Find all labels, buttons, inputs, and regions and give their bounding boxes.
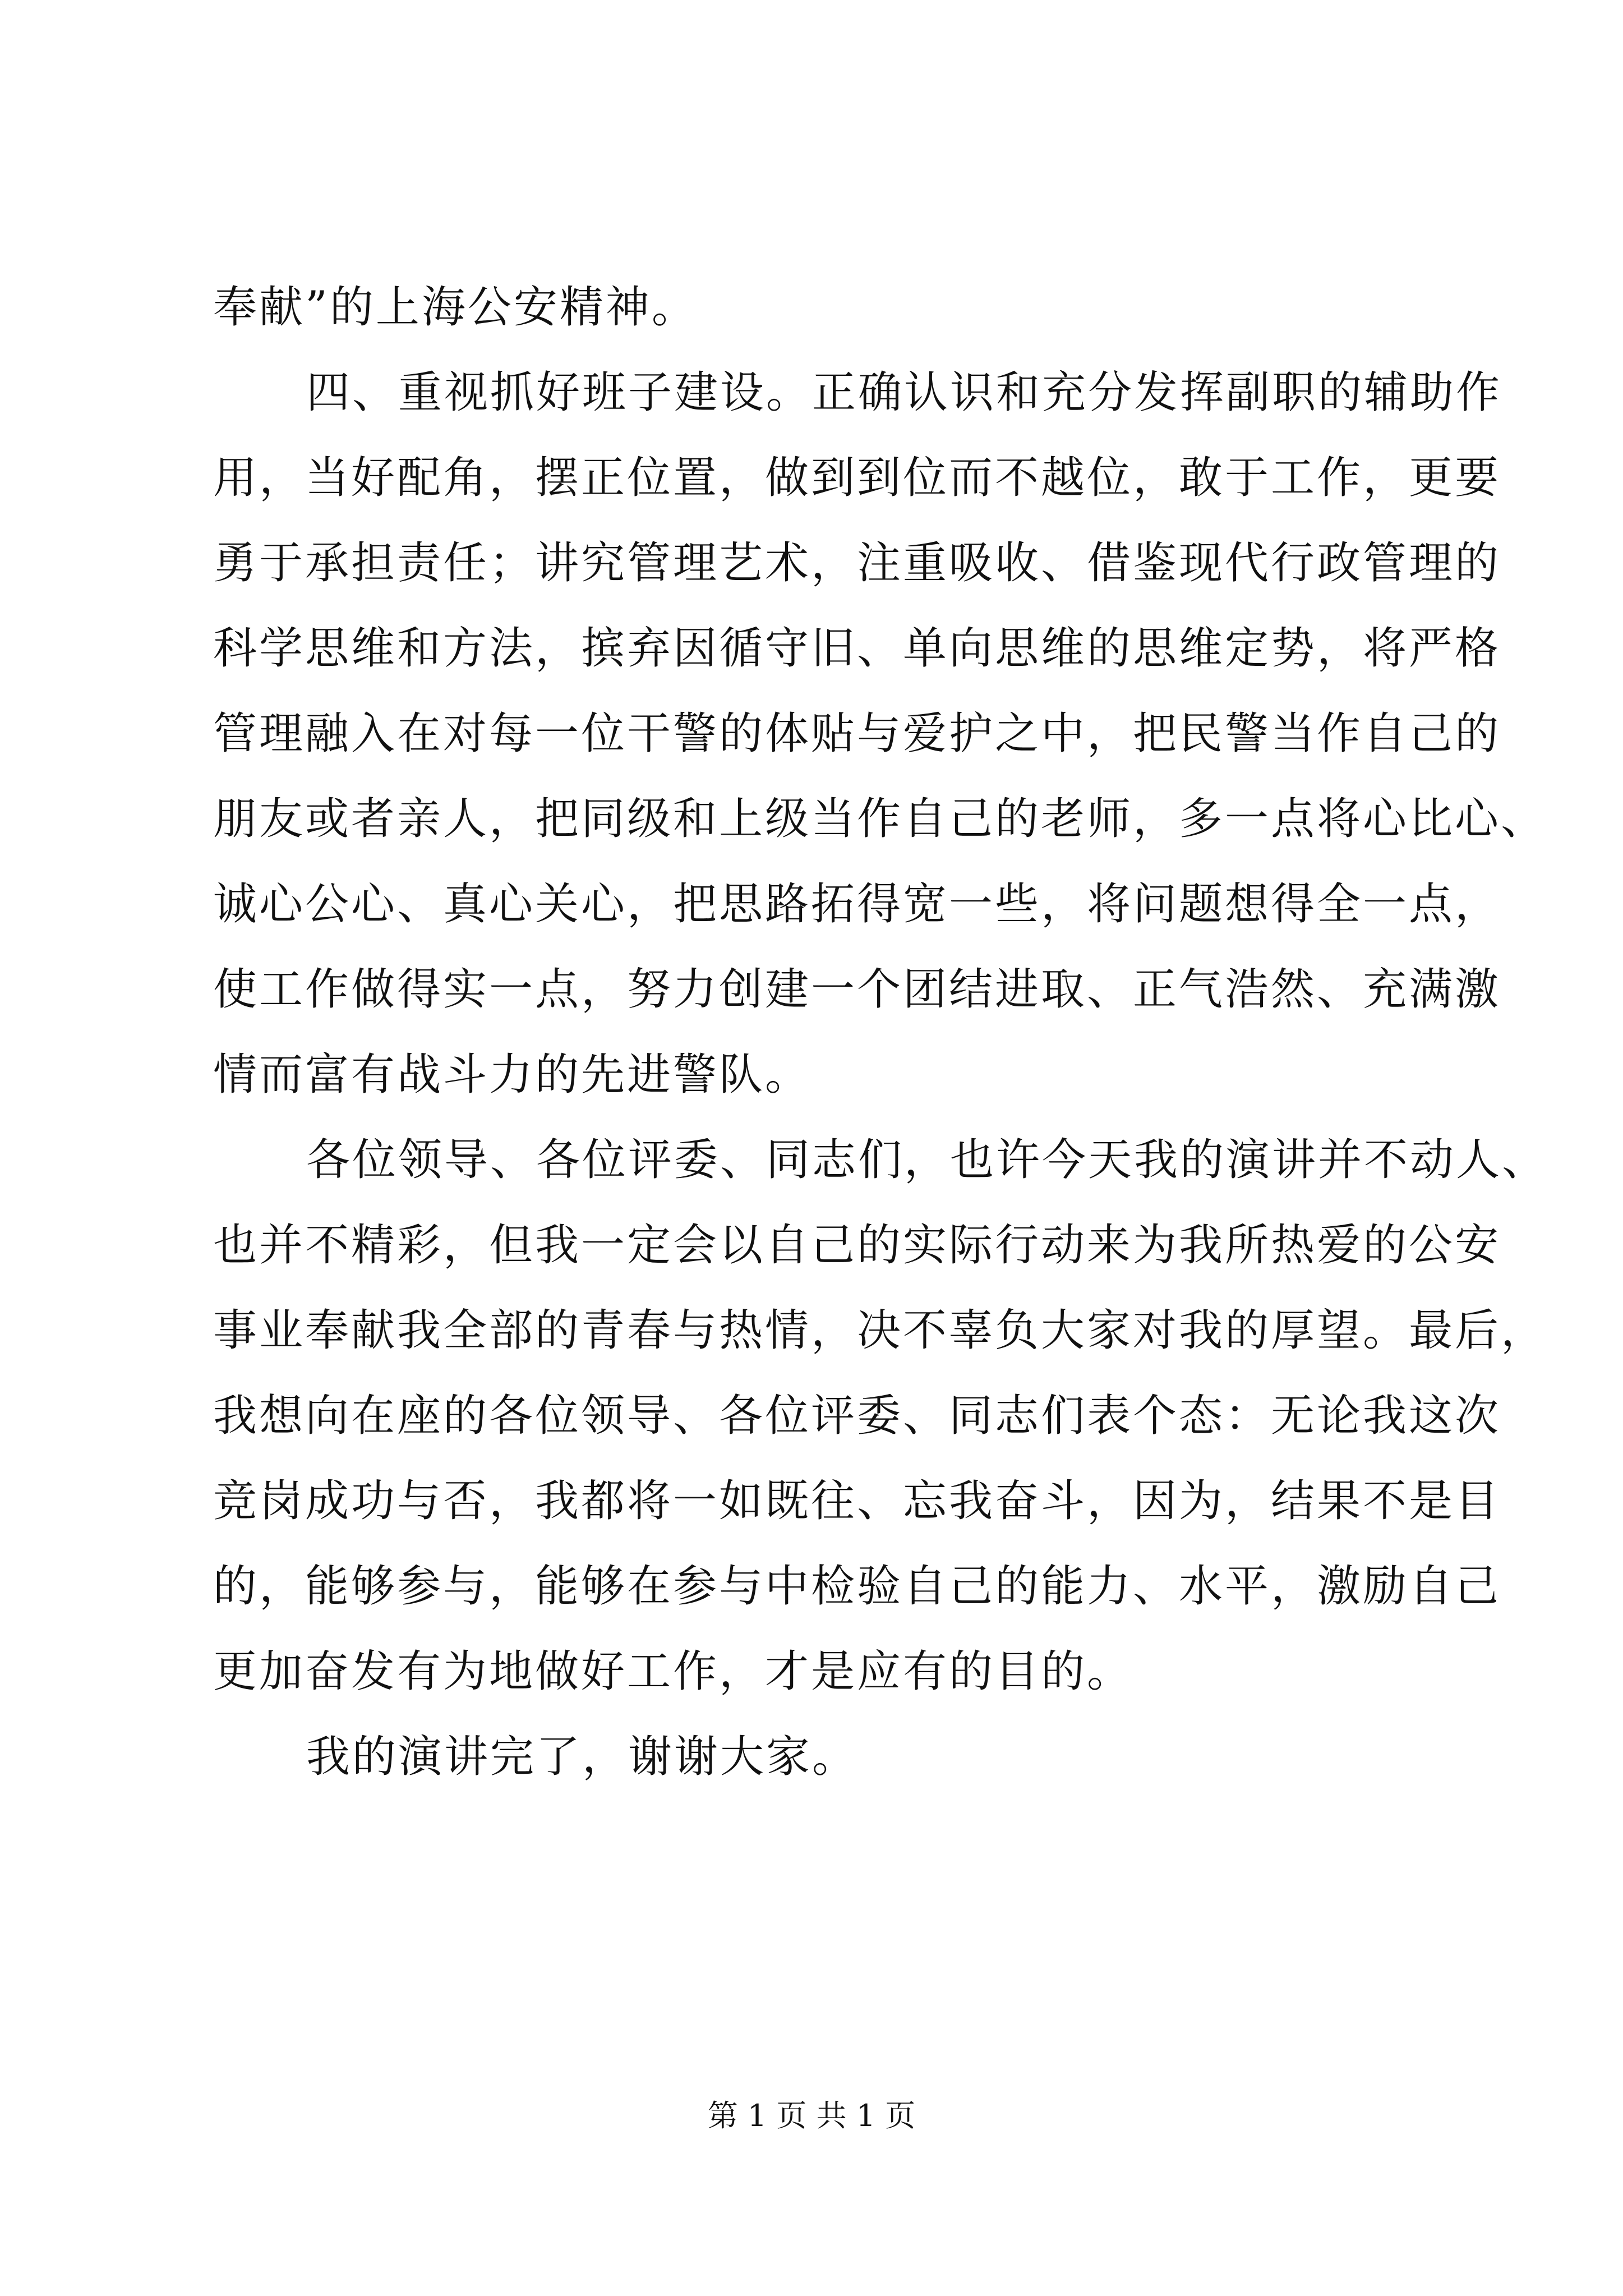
text-line: 勇于承担责任；讲究管理艺术，注重吸收、借鉴现代行政管理的 — [213, 538, 1501, 588]
document-body — [213, 265, 1548, 1800]
paragraph-start-line: 我的演讲完了，谢谢大家。 — [306, 1732, 859, 1782]
text-line: 竞岗成功与否，我都将一如既往、忘我奋斗，因为，结果不是目 — [213, 1476, 1501, 1526]
page-number-label: 第 1 页 共 1 页 — [707, 2098, 916, 2133]
paragraph-start-line: 各位领导、各位评委、同志们，也许今天我的演讲并不动人、 — [306, 1135, 1548, 1185]
text-line: 用，当好配角，摆正位置，做到到位而不越位，敢于工作，更要 — [213, 453, 1501, 503]
text-line: 朋友或者亲人，把同级和上级当作自己的老师，多一点将心比心、 — [213, 794, 1547, 844]
text-line: 更加奋发有为地做好工作，才是应有的目的。 — [213, 1646, 1133, 1697]
text-line: 管理融入在对每一位干警的体贴与爱护之中，把民警当作自己的 — [213, 708, 1501, 759]
text-line: 科学思维和方法，摈弃因循守旧、单向思维的思维定势，将严格 — [213, 623, 1501, 674]
text-line: 我想向在座的各位领导、各位评委、同志们表个态：无论我这次 — [213, 1391, 1501, 1441]
text-line: 使工作做得实一点，努力创建一个团结进取、正气浩然、充满激 — [213, 964, 1501, 1015]
page-footer — [0, 2093, 1623, 2138]
text-line: 情而富有战斗力的先进警队。 — [213, 1050, 811, 1100]
paragraph-start-line: 四、重视抓好班子建设。正确认识和充分发挥副职的辅助作 — [306, 367, 1502, 418]
text-line: 事业奉献我全部的青春与热情，决不辜负大家对我的厚望。最后， — [213, 1305, 1547, 1356]
text-line: 的，能够参与，能够在参与中检验自己的能力、水平，激励自己 — [213, 1561, 1501, 1612]
text-line: 诚心公心、真心关心，把思路拓得宽一些，将问题想得全一点， — [213, 879, 1501, 930]
text-line: 也并不精彩，但我一定会以自己的实际行动来为我所热爱的公安 — [213, 1220, 1501, 1271]
text-line: 奉献”的上海公安精神。 — [213, 282, 698, 333]
